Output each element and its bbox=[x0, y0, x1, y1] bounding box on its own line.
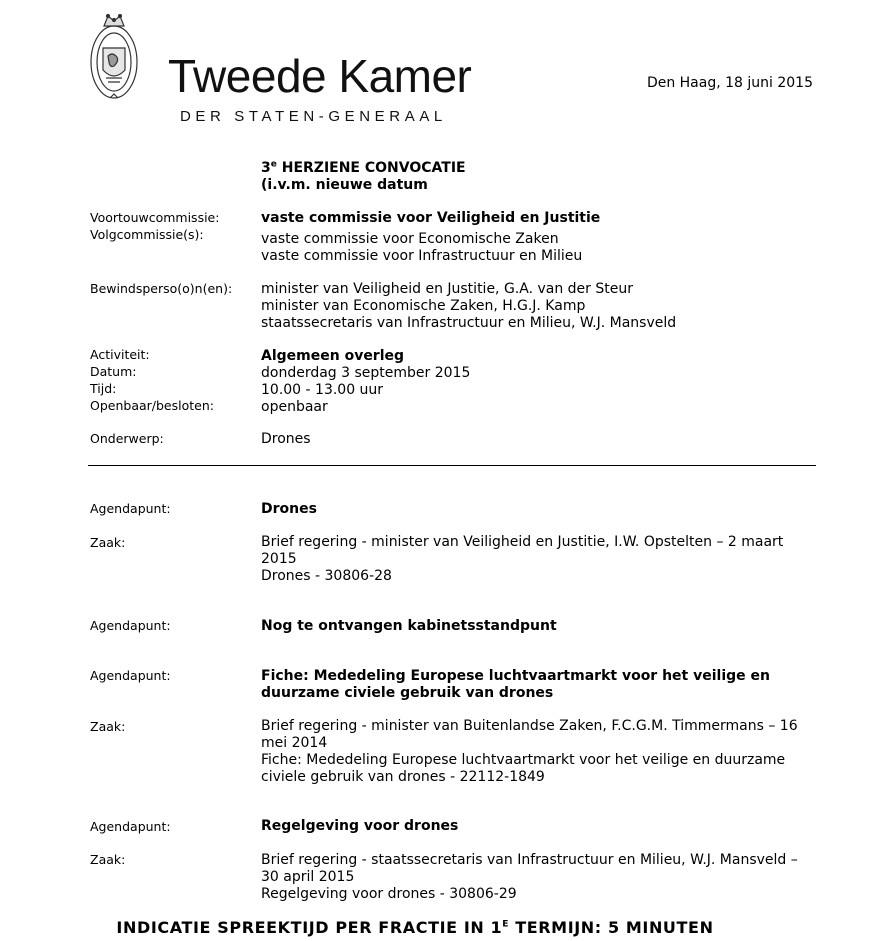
zaak-line: Drones - 30806-28 bbox=[261, 568, 392, 584]
zaak-line: Fiche: Mededeling Europese luchtvaartmarkt voor het veilige en duurzame bbox=[261, 752, 786, 768]
lead-committee-value: vaste commissie voor Veiligheid en Justitie bbox=[261, 210, 601, 226]
convocation-title-line1: 3e HERZIENE CONVOCATIE bbox=[261, 159, 466, 176]
zaak-line: civiele gebruik van drones - 22112-1849 bbox=[261, 769, 545, 785]
place-date: Den Haag, 18 juni 2015 bbox=[646, 75, 813, 91]
zaak-line: Regelgeving voor drones - 30806-29 bbox=[261, 886, 517, 902]
agenda-item-title: Nog te ontvangen kabinetsstandpunt bbox=[261, 618, 557, 634]
activity-value: Algemeen overleg bbox=[261, 348, 405, 364]
agenda-item-title-line: Fiche: Mededeling Europese luchtvaartmarkt voor het veilige en bbox=[261, 668, 770, 684]
lead-committee-label: Voortouwcommissie: bbox=[90, 210, 220, 225]
officials-label: Bewindsperso(o)n(en): bbox=[90, 281, 233, 296]
speaking-time-indication: INDICATIE SPREEKTIJD PER FRACTIE IN $1^E$ TERMIJN: 5 MINUTEN bbox=[116, 918, 714, 937]
zaak-line: 2015 bbox=[261, 551, 297, 567]
subject-label: Onderwerp: bbox=[90, 431, 164, 446]
zaak-lines bbox=[261, 852, 816, 903]
public-label: Openbaar/besloten: bbox=[90, 398, 214, 413]
convocation-title bbox=[261, 160, 816, 194]
agenda-item-title-line: duurzame civiele gebruik van drones bbox=[261, 685, 554, 701]
official-item: minister van Economische Zaken, H.G.J. Kamp bbox=[261, 298, 586, 314]
zaak-label: Zaak: bbox=[90, 852, 126, 867]
follow-committee-values bbox=[261, 231, 816, 265]
section-divider bbox=[88, 465, 816, 466]
brand-subtitle: DER STATEN-GENERAAL bbox=[180, 108, 447, 125]
follow-committee-item: vaste commissie voor Economische Zaken bbox=[261, 231, 559, 247]
public-value: openbaar bbox=[261, 399, 328, 415]
agenda-item-title bbox=[261, 668, 816, 702]
agenda-item-title: Regelgeving voor drones bbox=[261, 818, 459, 834]
zaak-line: Brief regering - minister van Buitenlandse Zaken, F.C.G.M. Timmermans – 16 bbox=[261, 718, 798, 734]
zaak-line: Brief regering - minister van Veiligheid en Justitie, I.W. Opstelten – 2 maart bbox=[261, 534, 784, 550]
agenda-item-title: Drones bbox=[261, 501, 317, 517]
officials-values bbox=[261, 281, 816, 332]
zaak-lines bbox=[261, 718, 816, 786]
time-value: 10.00 - 13.00 uur bbox=[261, 382, 384, 398]
zaak-label: Zaak: bbox=[90, 719, 126, 734]
agenda-item-label: Agendapunt: bbox=[90, 819, 171, 834]
date-value: donderdag 3 september 2015 bbox=[261, 365, 471, 381]
official-item: staatssecretaris van Infrastructuur en Milieu, W.J. Mansveld bbox=[261, 315, 677, 331]
convocation-title-line2: (i.v.m. nieuwe datum bbox=[261, 177, 428, 193]
zaak-line: 30 april 2015 bbox=[261, 869, 355, 885]
official-item: minister van Veiligheid en Justitie, G.A. van der Steur bbox=[261, 281, 633, 297]
brand-title: Tweede Kamer bbox=[168, 50, 472, 102]
date-label: Datum: bbox=[90, 364, 137, 379]
zaak-line: Brief regering - staatssecretaris van Infrastructuur en Milieu, W.J. Mansveld – bbox=[261, 852, 798, 868]
subject-value: Drones bbox=[261, 431, 311, 447]
time-label: Tijd: bbox=[90, 381, 117, 396]
follow-committee-item: vaste commissie voor Infrastructuur en Milieu bbox=[261, 248, 583, 264]
zaak-line: mei 2014 bbox=[261, 735, 328, 751]
tweede-kamer-logo bbox=[88, 12, 140, 104]
agenda-item-label: Agendapunt: bbox=[90, 618, 171, 633]
follow-committee-label: Volgcommissie(s): bbox=[90, 227, 204, 242]
activity-label: Activiteit: bbox=[90, 347, 150, 362]
zaak-lines bbox=[261, 534, 816, 585]
agenda-item-label: Agendapunt: bbox=[90, 501, 171, 516]
agenda-item-label: Agendapunt: bbox=[90, 668, 171, 683]
zaak-label: Zaak: bbox=[90, 535, 126, 550]
